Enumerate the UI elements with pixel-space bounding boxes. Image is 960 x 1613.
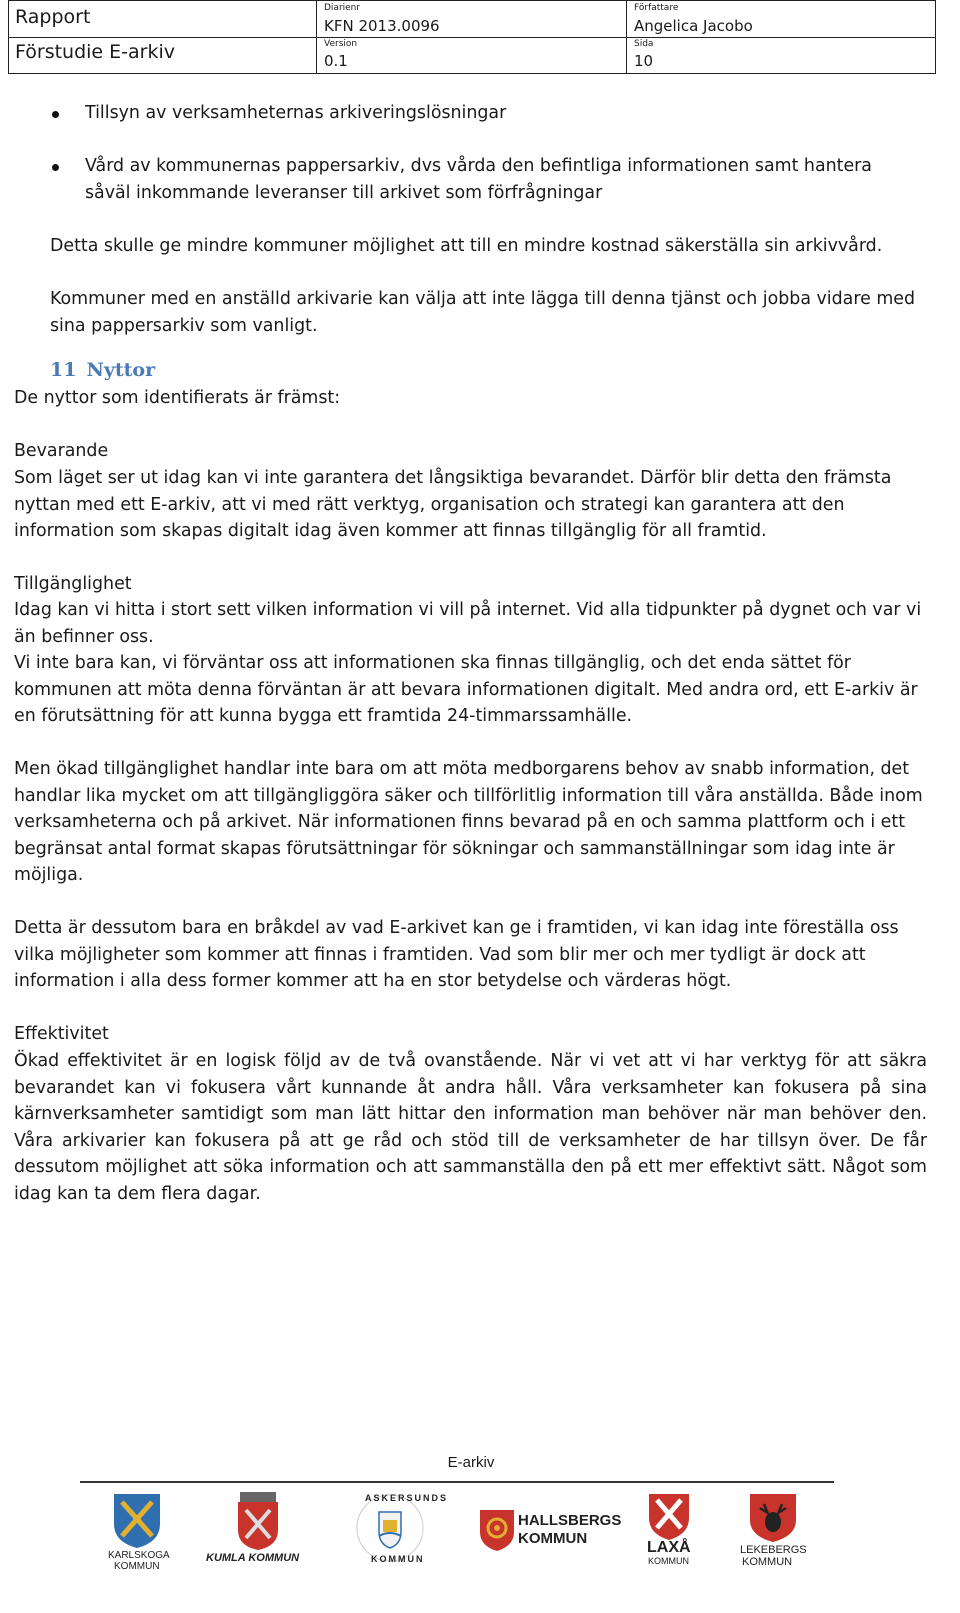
coat-of-arms-deer-icon (740, 1490, 806, 1544)
logo-caption: KOMMUN (648, 1556, 689, 1566)
footer-title: E-arkiv (447, 1454, 495, 1471)
subheading-bevarande: Bevarande (14, 441, 109, 461)
author-value: Angelica Jacobo (634, 17, 753, 35)
section-number: 11 (50, 359, 77, 381)
footer-divider (80, 1481, 834, 1483)
logo-caption: KUMLA KOMMUN (206, 1552, 300, 1564)
intro-paragraph: Kommuner med en anställd arkivarie kan välja att inte lägga till denna tjänst och jobba vidare med sina pappersarkiv som vanligt. (50, 289, 916, 336)
logo-caption: KARLSKOGA (108, 1550, 170, 1561)
bullet-item: Tillsyn av verksamheternas arkiveringslösningar (85, 103, 507, 123)
bullet-dot (52, 164, 59, 171)
page-label: Sida (634, 39, 654, 49)
coat-of-arms-keys-icon (106, 1490, 168, 1550)
author-label: Författare (634, 3, 679, 13)
document-header (8, 0, 936, 74)
karlskoga-logo (106, 1490, 168, 1610)
bullet-item-continuation: såväl inkommande leveranser till arkivet som förfrågningar (85, 183, 603, 203)
tillganglighet-paragraph: Men ökad tillgänglighet handlar inte bara om att möta medborgarens behov av snabb information, det handlar lika mycket om att tillgängliggöra säker och tillförlitlig information till våra anställda. Både inom verksamheterna och på arkivet. När informationen finns bevarad på en och samma plattform och i ett begränsat antal format skapas förutsättningar för sökningar och sammanställningar som idag inte är möjliga. (14, 759, 923, 885)
bullet-dot (52, 111, 59, 118)
document-title: Förstudie E-arkiv (15, 41, 175, 63)
logo-caption: KOMMUN (742, 1556, 793, 1568)
subheading-tillganglighet: Tillgänglighet (14, 574, 132, 594)
logo-caption: LAXÅ (647, 1539, 691, 1556)
diarienr-label: Diarienr (324, 3, 361, 13)
effektivitet-paragraph: Ökad effektivitet är en logisk följd av de två ovanstående. När vi vet att vi har verktyg för att säkra bevarandet kan vi fokusera vårt kunnande åt andra håll. Våra verksamheter kan fokusera på sina kärnverksamheter samtidigt som man lätt hittar den information man behöver när man behöver den. Våra arkivarier kan fokusera på att ge råd och stöd till de verksamheter de har tillsyn över. De får dessutom möjlighet att söka information och att sammanställa den på ett mer effektivt sätt. Något som idag kan ta dem flera dagar. (14, 1051, 927, 1204)
section-title: Nyttor (86, 359, 156, 381)
coat-of-arms-wheel-icon (478, 1508, 516, 1552)
tillganglighet-paragraph: Detta är dessutom bara en bråkdel av vad E-arkivet kan ge i framtiden, vi kan idag inte föreställa oss vilka möjligheter som kommer att finnas i framtiden. Vad som blir mer och mer tydligt är dock att information i alla dess former kommer att ha en stor betydelse och värderas högt. (14, 918, 899, 991)
document-type: Rapport (15, 6, 91, 28)
section-lead: De nyttor som identifierats är främst: (14, 388, 341, 408)
hallsberg-logo (478, 1508, 622, 1558)
logo-caption: KOMMUN (518, 1530, 588, 1547)
intro-paragraph: Detta skulle ge mindre kommuner möjlighet att till en mindre kostnad säkerställa sin arkivvård. (50, 236, 883, 256)
diarienr-value: KFN 2013.0096 (324, 17, 440, 35)
bevarande-paragraph: Som läget ser ut idag kan vi inte garantera det långsiktiga bevarandet. Därför blir detta den främsta nyttan med ett E-arkiv, att vi med rätt verktyg, organisation och strategi kan garantera att den information som skapas digitalt idag även kommer att finnas tillgänglig för all framtid. (14, 468, 892, 541)
subheading-effektivitet: Effektivitet (14, 1024, 109, 1044)
bullet-item: Vård av kommunernas pappersarkiv, dvs vårda den befintliga informationen samt hantera (85, 156, 872, 176)
logo-caption: LEKEBERGS (740, 1544, 807, 1556)
logo-caption: KOMMUN (371, 1554, 425, 1564)
logo-caption: HALLSBERGS (518, 1512, 622, 1529)
section-heading (50, 359, 155, 381)
version-value: 0.1 (324, 52, 348, 70)
coat-of-arms-cross-icon (645, 1490, 693, 1542)
askersund-logo (355, 1490, 449, 1566)
logo-caption: KOMMUN (114, 1561, 160, 1572)
logo-caption: ASKERSUNDS (365, 1493, 449, 1503)
laxa-logo (645, 1490, 695, 1610)
coat-of-arms-hammers-icon (206, 1490, 310, 1552)
tillganglighet-paragraph: Idag kan vi hitta i stort sett vilken information vi vill på internet. Vid alla tidpunkter på dygnet och var vi än befinner oss. (14, 600, 922, 647)
version-label: Version (324, 39, 358, 49)
lekeberg-logo (740, 1490, 806, 1610)
page-number: 10 (634, 52, 654, 70)
kumla-logo (206, 1490, 310, 1610)
tillganglighet-paragraph: Vi inte bara kan, vi förväntar oss att informationen ska finnas tillgänglig, och det enda sättet för kommunen att möta denna förväntan är att bevara informationen digitalt. Med andra ord, ett E-arkiv är en förutsättning för att kunna bygga ett framtida 24-timmarssamhälle. (14, 653, 918, 726)
